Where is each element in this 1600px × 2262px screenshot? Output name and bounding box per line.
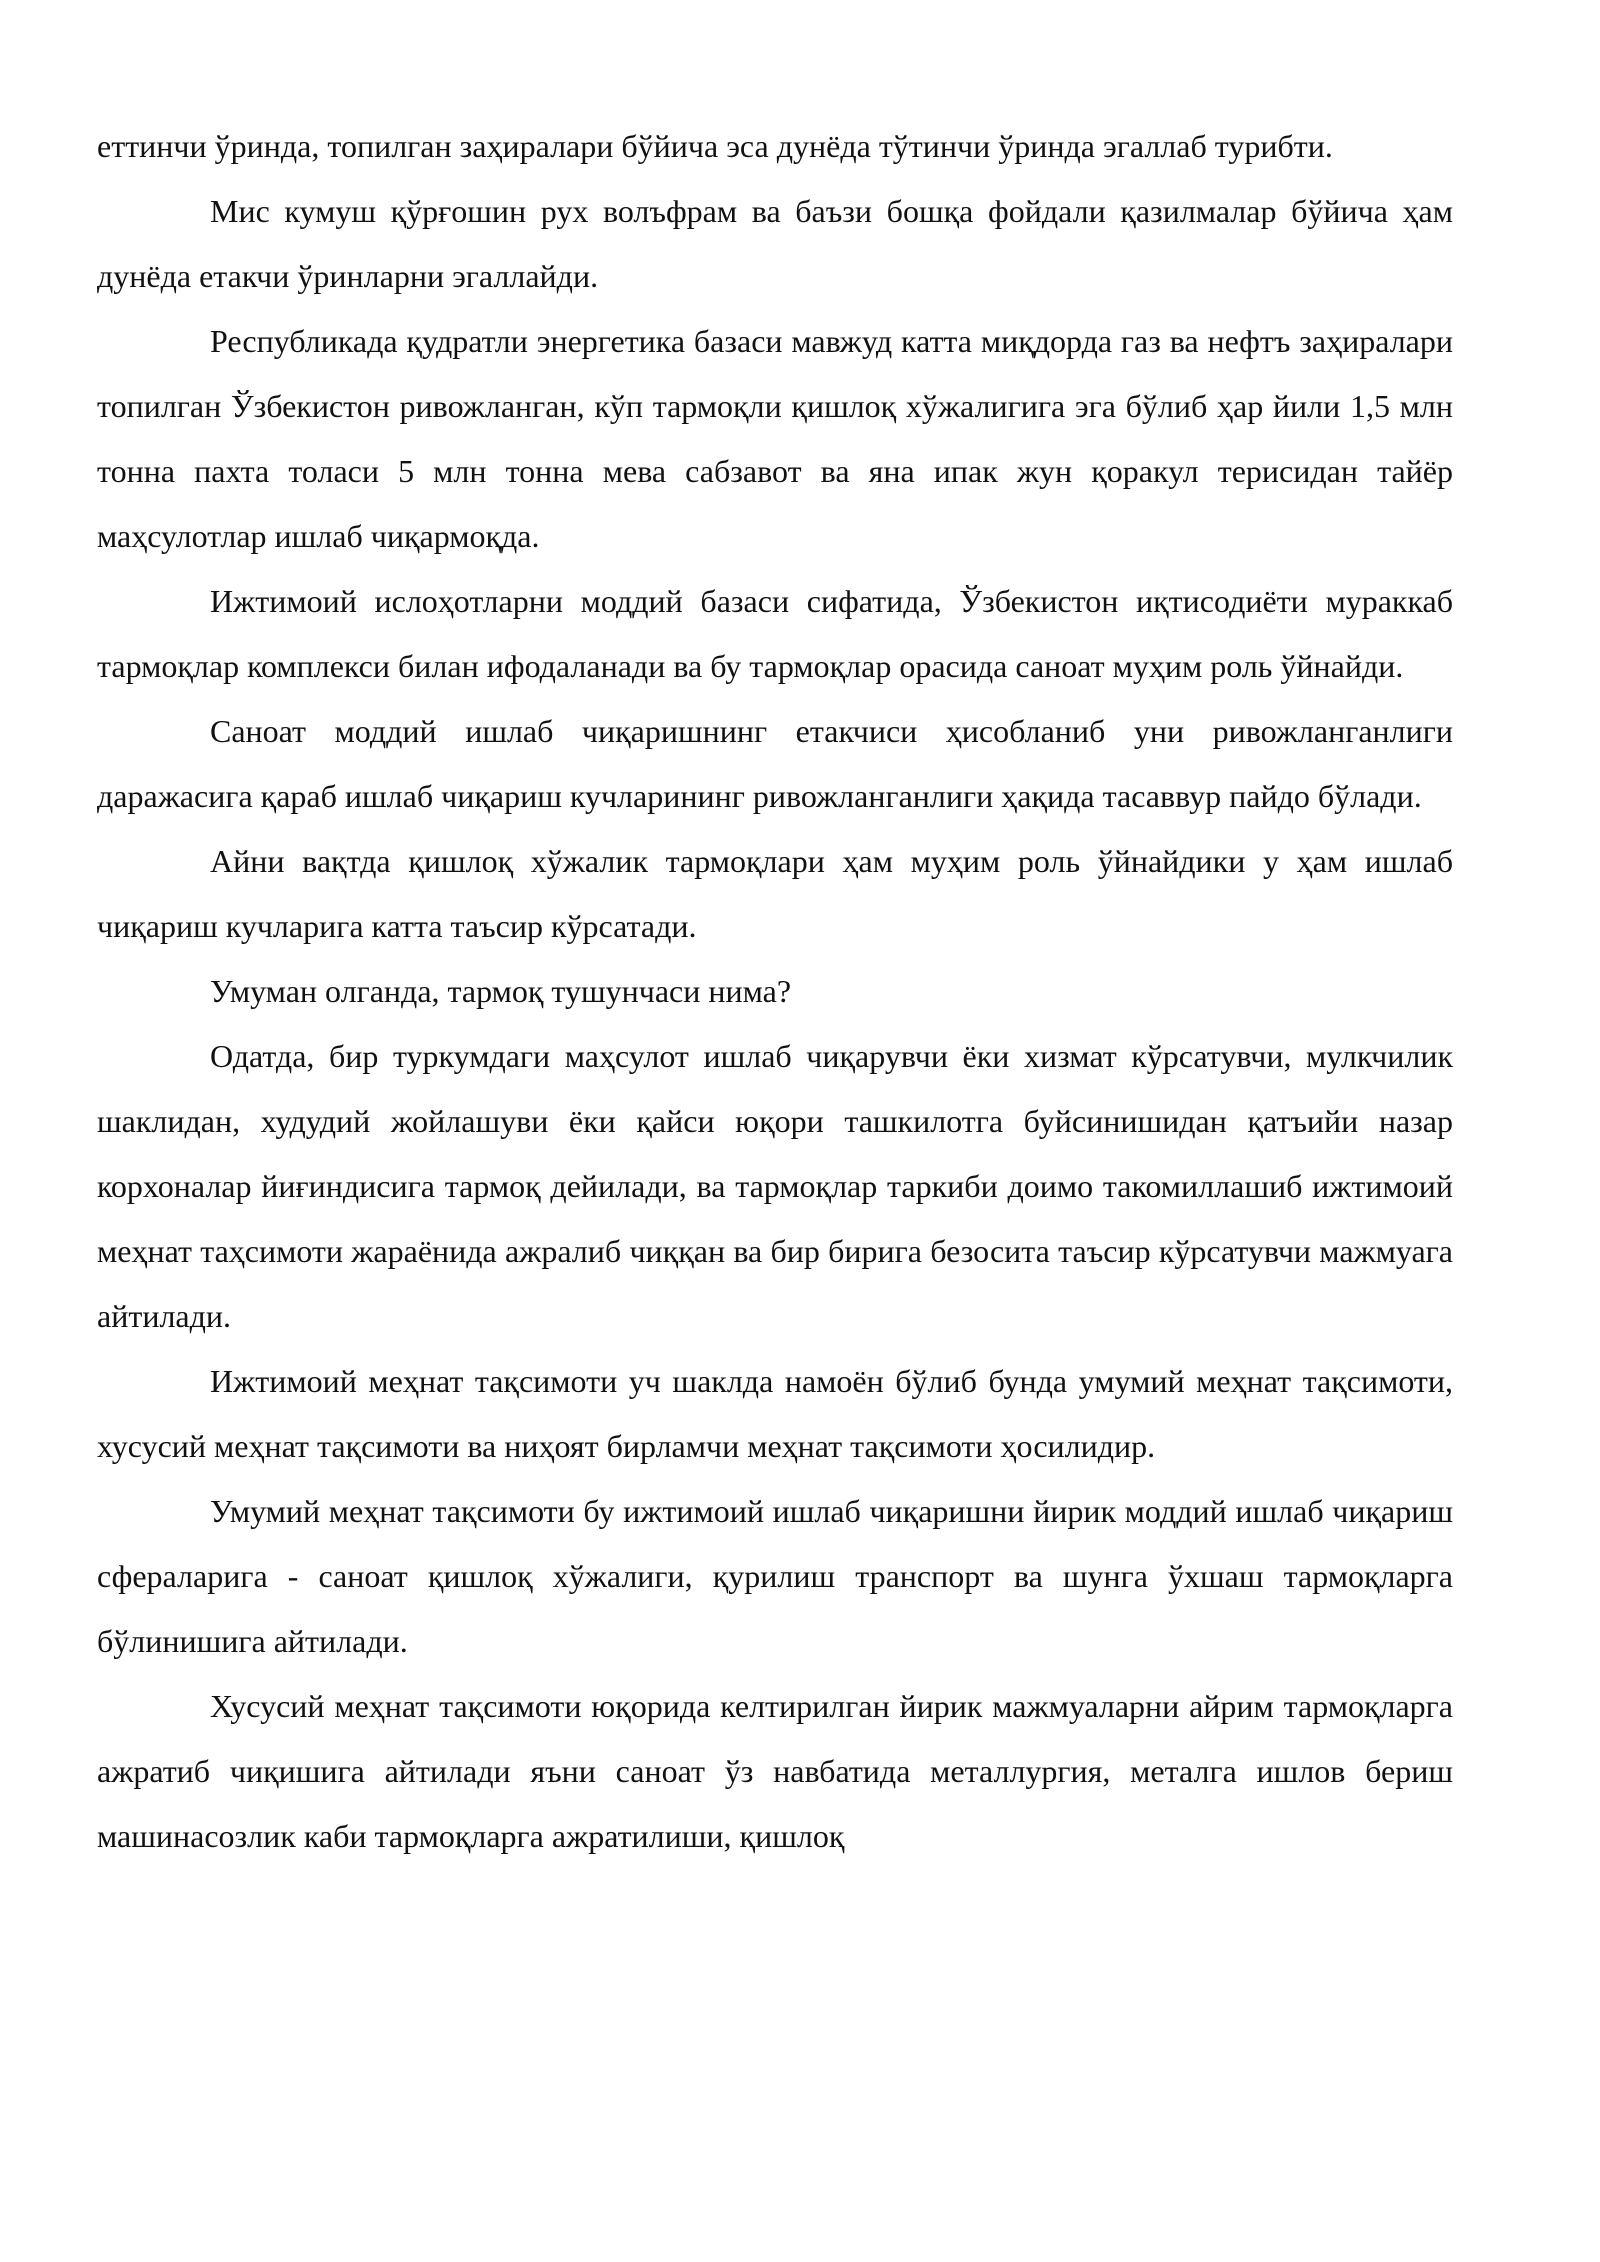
paragraph: Умумий меҳнат тақсимоти бу ижтимоий ишлаб чиқаришни йирик моддий ишлаб чиқариш сфераларига - саноат қишлоқ хўжалиги, қурилиш транспорт ва шунга ўхшаш тармоқларга бўлинишига айтилади.: [97, 1493, 1453, 1659]
paragraph: Одатда, бир туркумдаги маҳсулот ишлаб чиқарувчи ёки хизмат кўрсатувчи, мулкчилик шаклидан, худудий жойлашуви ёки қайси юқори ташкилотга буйсинишидан қатъийи назар корхоналар йиғиндисига тармоқ дейилади, ва тармоқлар таркиби доимо такомиллашиб ижтимоий меҳнат таҳсимоти жараёнида ажралиб чиққан ва бир бирига безосита таъсир кўрсатувчи мажмуага айтилади.: [97, 1038, 1453, 1334]
paragraph-continues: Хусусий меҳнат тақсимоти юқорида келтирилган йирик мажмуаларни айрим тармоқларга ажратиб чиқишига айтилади яъни саноат ўз навбатида металлургия, металга ишлов бериш машинасозлик каби тармоқларга ажратилиши, қишлоқ: [97, 1688, 1453, 1854]
paragraph-continuation: еттинчи ўринда, топилган заҳиралари бўйича эса дунёда тўтинчи ўринда эгаллаб турибти.: [97, 128, 1333, 164]
paragraph: Саноат моддий ишлаб чиқаришнинг етакчиси ҳисобланиб уни ривожланганлиги даражасига қараб ишлаб чиқариш кучларининг ривожланганлиги ҳақида тасаввур пайдо бўлади.: [97, 713, 1453, 814]
paragraph: Ижтимоий ислоҳотларни моддий базаси сифатида, Ўзбекистон иқтисодиёти мураккаб тармоқлар комплекси билан ифодаланади ва бу тармоқлар орасида саноат муҳим роль ўйнайди.: [97, 583, 1453, 684]
paragraph: Ижтимоий меҳнат тақсимоти уч шаклда намоён бўлиб бунда умумий меҳнат тақсимоти, хусусий меҳнат тақсимоти ва ниҳоят бирламчи меҳнат тақсимоти ҳосилидир.: [97, 1363, 1453, 1464]
document-page: [97, 114, 1453, 1869]
paragraph: Мис кумуш қўрғошин рух волъфрам ва баъзи бошқа фойдали қазилмалар бўйича ҳам дунёда етакчи ўринларни эгаллайди.: [97, 193, 1453, 294]
paragraph: Айни вақтда қишлоқ хўжалик тармоқлари ҳам муҳим роль ўйнайдики у ҳам ишлаб чиқариш кучларига катта таъсир кўрсатади.: [97, 843, 1453, 944]
paragraph: Республикада қудратли энергетика базаси мавжуд катта миқдорда газ ва нефтъ заҳиралари топилган Ўзбекистон ривожланган, кўп тармоқли қишлоқ хўжалигига эга бўлиб ҳар йили 1,5 млн тонна пахта толаси 5 млн тонна мева сабзавот ва яна ипак жун қоракул терисидан тайёр маҳсулотлар ишлаб чиқармоқда.: [97, 323, 1453, 554]
paragraph-question: Умуман олганда, тармоқ тушунчаси нима?: [210, 973, 792, 1009]
